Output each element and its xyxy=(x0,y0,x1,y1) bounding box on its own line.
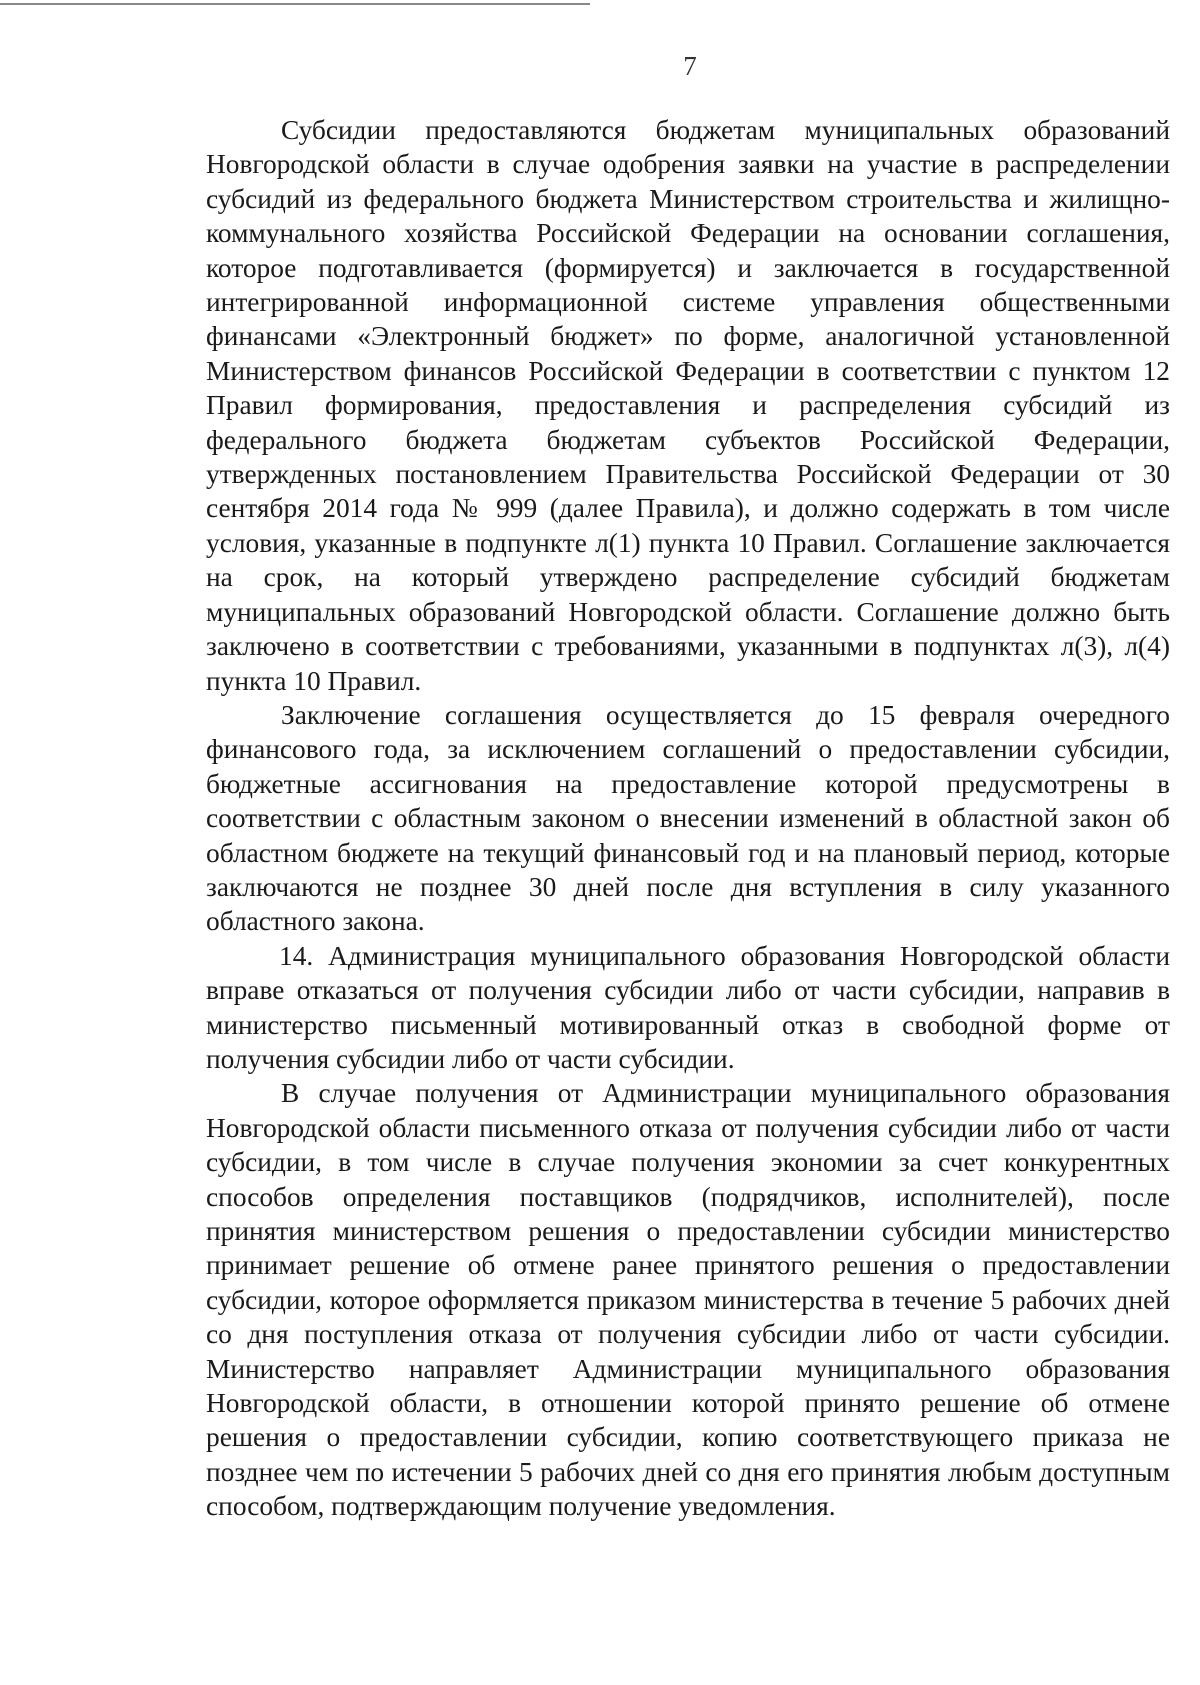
paragraph-subsidy-agreement: Субсидии предоставляются бюджетам муниципальных образований Новгородской области в случае одобрения заявки на участие в распределении субсидий из федерального бюджета Министерством строительства и жилищно-коммунального хозяйства Российской Федерации на основании соглашения, которое подготавливается (формируется) и заключается в государственной интегрированной информационной системе управления общественными финансами «Электронный бюджет» по форме, аналогичной установленной Министерством финансов Российской Федерации в соответствии с пунктом 12 Правил формирования, предоставления и распределения субсидий из федерального бюджета бюджетам субъектов Российской Федерации, утвержденных постановлением Правительства Российской Федерации от 30 сентября 2014 года № 999 (далее Правила), и должно содержать в том числе условия, указанные в подпункте л(1) пункта 10 Правил. Соглашение заключается на срок, на который утверждено распределение субсидий бюджетам муниципальных образований Новгородской области. Соглашение должно быть заключено в соответствии с требованиями, указанными в подпунктах л(3), л(4) пункта 10 Правил. xyxy=(206,115,1170,696)
paragraph-refusal-procedure: В случае получения от Администрации муниципального образования Новгородской области письменного отказа от получения субсидии либо от части субсидии, в том числе в случае получения экономии за счет конкурентных способов определения поставщиков (подрядчиков, исполнителей), после принятия министерством решения о предоставлении субсидии министерство принимает решение об отмене ранее принятого решения о предоставлении субсидии, которое оформляется приказом министерства в течение 5 рабочих дней со дня поступления отказа от получения субсидии либо от части субсидии. Министерство направляет Администрации муниципального образования Новгородской области, в отношении которой принято решение об отмене решения о предоставлении субсидии, копию соответствующего приказа не позднее чем по истечении 5 рабочих дней со дня его принятия любым доступным способом, подтверждающим получение уведомления. xyxy=(206,1078,1170,1522)
page-number: 7 xyxy=(683,51,697,81)
page-number-container xyxy=(0,50,1200,82)
scan-edge-line xyxy=(0,3,590,5)
paragraph-item-14-refusal: 14. Администрация муниципального образования Новгородской области вправе отказаться от получения субсидии либо от части субсидии, направив в министерство письменный мотивированный отказ в свободной форме от получения субсидии либо от части субсидии. xyxy=(206,940,1170,1074)
document-body xyxy=(206,113,1170,1524)
paragraph-agreement-deadline: Заключение соглашения осуществляется до 15 февраля очередного финансового года, за исключением соглашений о предоставлении субсидии, бюджетные ассигнования на предоставление которой предусмотрены в соответствии с областным законом о внесении изменений в областной закон об областном бюджете на текущий финансовый год и на плановый период, которые заключаются не позднее 30 дней после дня вступления в силу указанного областного закона. xyxy=(206,699,1170,937)
